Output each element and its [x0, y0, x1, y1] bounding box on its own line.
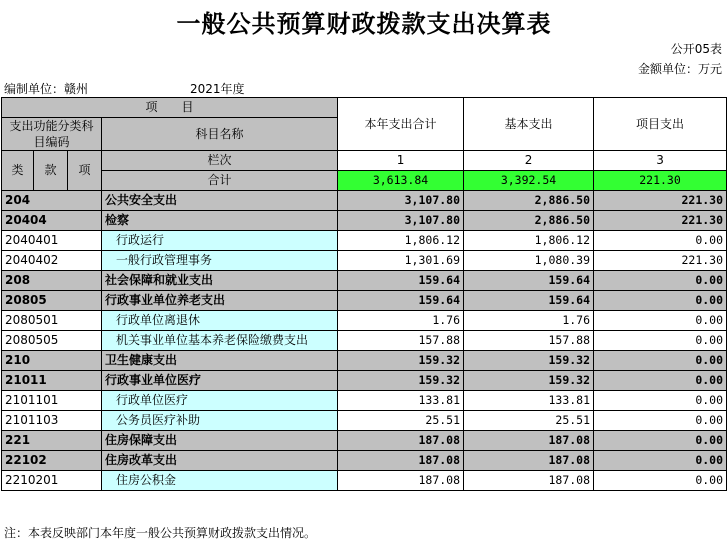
row-name: 公共安全支出	[102, 191, 338, 211]
row-name: 行政事业单位养老支出	[102, 291, 338, 311]
table-row	[2, 191, 727, 211]
report-year: 2021年度	[190, 82, 245, 96]
row-basic: 133.81	[464, 391, 594, 411]
row-name: 社会保障和就业支出	[102, 271, 338, 291]
header-name: 科目名称	[102, 118, 338, 151]
header-n3: 3	[594, 151, 727, 171]
table-row	[2, 311, 727, 331]
org-label: 编制单位：赣州	[4, 82, 89, 96]
heji-label: 合计	[102, 171, 338, 191]
row-total: 3,107.80	[338, 191, 464, 211]
header-total: 本年支出合计	[338, 98, 464, 151]
header-lei: 类	[2, 151, 34, 191]
row-code: 221	[2, 431, 102, 451]
table-row	[2, 271, 727, 291]
row-name: 住房保障支出	[102, 431, 338, 451]
row-project: 0.00	[594, 471, 727, 491]
row-code: 2210201	[2, 471, 102, 491]
row-basic: 1.76	[464, 311, 594, 331]
row-code: 22102	[2, 451, 102, 471]
table-row	[2, 471, 727, 491]
row-total: 187.08	[338, 431, 464, 451]
row-code: 208	[2, 271, 102, 291]
row-code: 20404	[2, 211, 102, 231]
row-project: 0.00	[594, 351, 727, 371]
row-total: 1,806.12	[338, 231, 464, 251]
row-code: 2080501	[2, 311, 102, 331]
row-code: 2040402	[2, 251, 102, 271]
heji-total: 3,613.84	[338, 171, 464, 191]
row-code: 21011	[2, 371, 102, 391]
row-code: 2040401	[2, 231, 102, 251]
heji-basic: 3,392.54	[464, 171, 594, 191]
org-info	[4, 80, 245, 97]
row-project: 0.00	[594, 271, 727, 291]
row-name: 住房公积金	[102, 471, 338, 491]
row-project: 0.00	[594, 331, 727, 351]
header-n1: 1	[338, 151, 464, 171]
row-basic: 157.88	[464, 331, 594, 351]
heji-project: 221.30	[594, 171, 727, 191]
row-total: 159.64	[338, 291, 464, 311]
row-total: 159.32	[338, 371, 464, 391]
header-kuan: 款	[34, 151, 68, 191]
row-name: 卫生健康支出	[102, 351, 338, 371]
row-project: 221.30	[594, 251, 727, 271]
row-project: 0.00	[594, 311, 727, 331]
row-code: 20805	[2, 291, 102, 311]
row-total: 1.76	[338, 311, 464, 331]
row-total: 133.81	[338, 391, 464, 411]
row-name: 公务员医疗补助	[102, 411, 338, 431]
row-total: 25.51	[338, 411, 464, 431]
budget-table	[1, 97, 727, 491]
row-total: 159.32	[338, 351, 464, 371]
row-code: 2101101	[2, 391, 102, 411]
footnote: 注：本表反映部门本年度一般公共预算财政拨款支出情况。	[4, 526, 317, 540]
row-name: 行政运行	[102, 231, 338, 251]
row-basic: 159.64	[464, 291, 594, 311]
table-row	[2, 291, 727, 311]
row-code: 204	[2, 191, 102, 211]
page-title: 一般公共预算财政拨款支出决算表	[176, 10, 552, 38]
row-basic: 187.08	[464, 471, 594, 491]
table-row	[2, 231, 727, 251]
row-total: 1,301.69	[338, 251, 464, 271]
row-total: 157.88	[338, 331, 464, 351]
row-total: 187.08	[338, 471, 464, 491]
row-name: 行政单位医疗	[102, 391, 338, 411]
table-row	[2, 251, 727, 271]
row-basic: 187.08	[464, 431, 594, 451]
row-name: 住房改革支出	[102, 451, 338, 471]
row-code: 210	[2, 351, 102, 371]
row-name: 行政单位离退休	[102, 311, 338, 331]
header-item: 项 目	[2, 98, 338, 118]
amount-unit: 金额单位：万元	[637, 62, 722, 76]
row-basic: 187.08	[464, 451, 594, 471]
row-code: 2080505	[2, 331, 102, 351]
table-row	[2, 371, 727, 391]
table-row	[2, 391, 727, 411]
row-name: 检察	[102, 211, 338, 231]
form-number: 公开05表	[670, 42, 722, 56]
header-n2: 2	[464, 151, 594, 171]
header-xiang: 项	[68, 151, 102, 191]
header-lanci: 栏次	[102, 151, 338, 171]
table-row	[2, 211, 727, 231]
row-basic: 25.51	[464, 411, 594, 431]
row-project: 0.00	[594, 391, 727, 411]
row-project: 0.00	[594, 371, 727, 391]
table-row	[2, 411, 727, 431]
row-name: 一般行政管理事务	[102, 251, 338, 271]
row-project: 0.00	[594, 231, 727, 251]
row-name: 机关事业单位基本养老保险缴费支出	[102, 331, 338, 351]
header-project: 项目支出	[594, 98, 727, 151]
row-project: 221.30	[594, 211, 727, 231]
row-project: 0.00	[594, 291, 727, 311]
row-total: 159.64	[338, 271, 464, 291]
header-basic: 基本支出	[464, 98, 594, 151]
table-row	[2, 331, 727, 351]
row-total: 3,107.80	[338, 211, 464, 231]
row-basic: 2,886.50	[464, 211, 594, 231]
row-basic: 1,806.12	[464, 231, 594, 251]
row-project: 0.00	[594, 431, 727, 451]
row-total: 187.08	[338, 451, 464, 471]
row-basic: 159.64	[464, 271, 594, 291]
row-name: 行政事业单位医疗	[102, 371, 338, 391]
row-project: 221.30	[594, 191, 727, 211]
row-basic: 2,886.50	[464, 191, 594, 211]
row-basic: 1,080.39	[464, 251, 594, 271]
table-row	[2, 431, 727, 451]
row-basic: 159.32	[464, 371, 594, 391]
header-code: 支出功能分类科目编码	[2, 118, 102, 151]
row-project: 0.00	[594, 451, 727, 471]
row-project: 0.00	[594, 411, 727, 431]
row-code: 2101103	[2, 411, 102, 431]
table-row	[2, 351, 727, 371]
table-row	[2, 451, 727, 471]
row-basic: 159.32	[464, 351, 594, 371]
